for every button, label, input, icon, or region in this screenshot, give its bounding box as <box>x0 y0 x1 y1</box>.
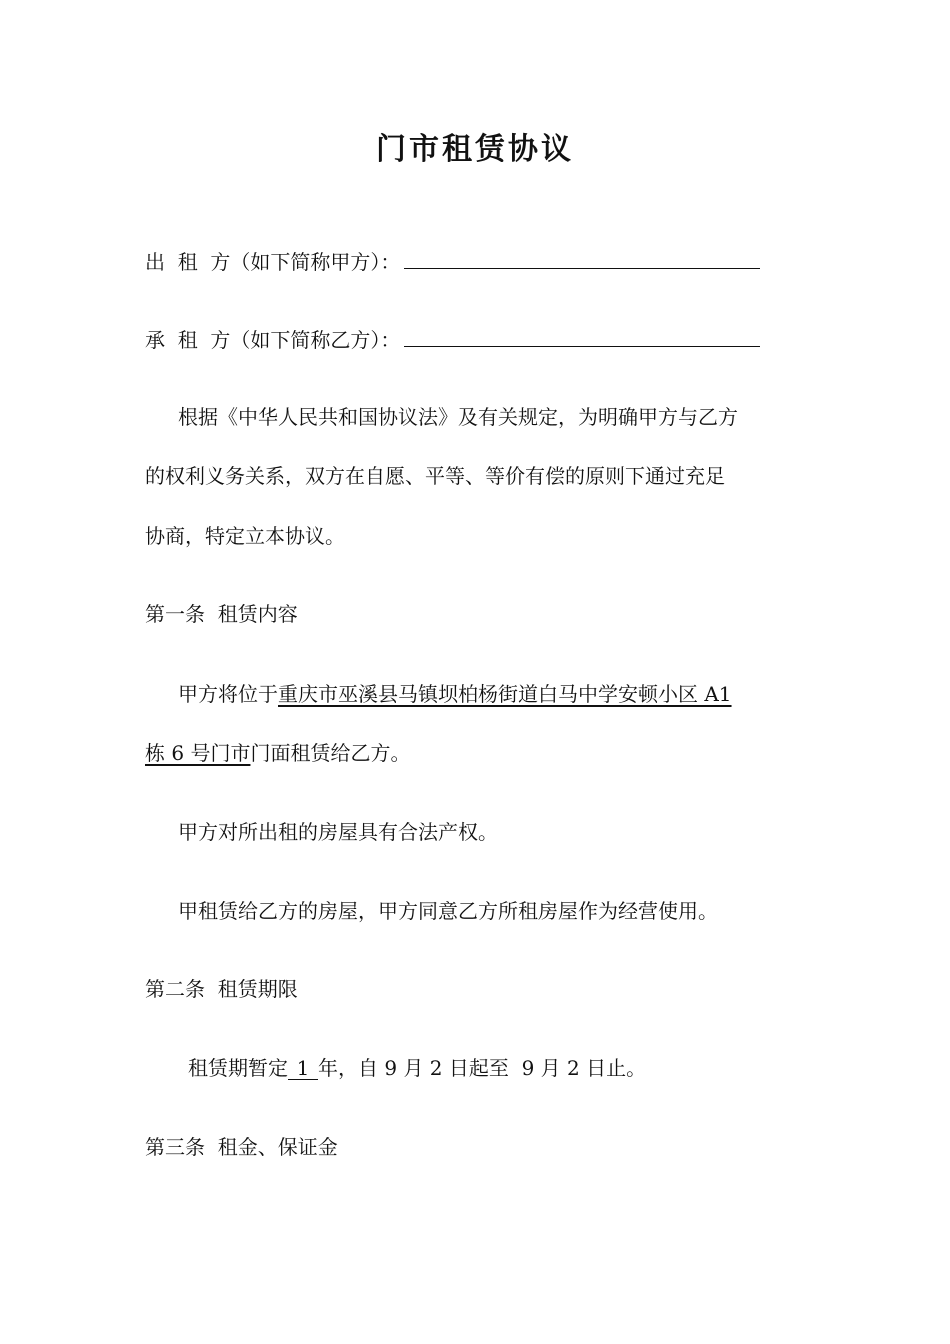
lessor-line <box>145 246 760 276</box>
lessor-blank <box>404 246 760 269</box>
article1-ownership: 甲方对所出租的房屋具有合法产权。 <box>178 820 498 844</box>
preamble-line-3: 协商，特定立本协议。 <box>145 524 345 548</box>
lessor-label: 出 租 方（如下简称甲方）： <box>145 250 401 274</box>
article2-heading: 第二条 租赁期限 <box>145 977 298 1001</box>
preamble-line-1: 根据《中华人民共和国协议法》及有关规定，为明确甲方与乙方 <box>178 405 738 429</box>
location-prefix: 甲方将位于 <box>178 682 278 706</box>
preamble-line-2: 的权利义务关系，双方在自愿、平等、等价有偿的原则下通过充足 <box>145 464 725 488</box>
document-title: 门市租赁协议 <box>376 132 574 167</box>
term-years: 1 <box>288 1057 318 1080</box>
lessee-label: 承 租 方（如下简称乙方）： <box>145 328 401 352</box>
article1-usage: 甲租赁给乙方的房屋，甲方同意乙方所租房屋作为经营使用。 <box>178 899 718 923</box>
article1-location-line-2 <box>145 739 410 767</box>
location-suffix: 门面租赁给乙方。 <box>250 741 411 765</box>
article1-location-line-1 <box>178 680 732 708</box>
location-address-1: 重庆市巫溪县马镇坝柏杨街道白马中学安顿小区 A1 <box>278 682 732 706</box>
term-prefix: 租赁期暂定 <box>188 1056 288 1080</box>
article1-heading: 第一条 租赁内容 <box>145 602 298 626</box>
article3-heading: 第三条 租金、保证金 <box>145 1135 338 1159</box>
term-suffix: 年，自 9 月 2 日起至 9 月 2 日止。 <box>318 1056 647 1080</box>
location-address-2: 栋 6 号门市 <box>145 741 251 765</box>
article2-term <box>188 1054 646 1082</box>
lessee-blank <box>404 324 760 347</box>
lessee-line <box>145 324 760 354</box>
